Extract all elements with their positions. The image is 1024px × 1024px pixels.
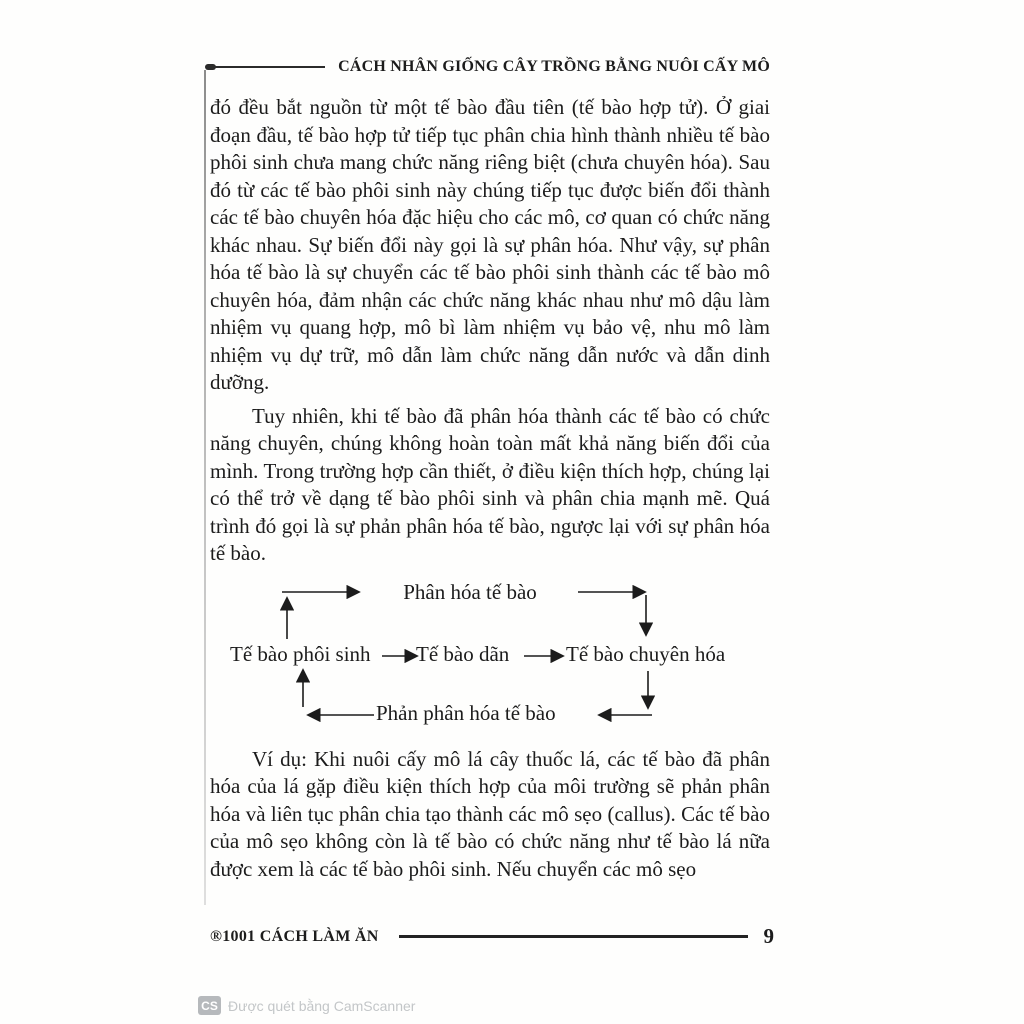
diagram-node-phan-phan-hoa-te-bao: Phản phân hóa tế bào — [376, 700, 556, 725]
camscanner-watermark-text: Được quét bằng CamScanner — [228, 997, 416, 1014]
header-rule — [210, 66, 325, 68]
camscanner-icon: CS — [198, 996, 221, 1015]
page-footer — [210, 924, 774, 949]
diagram-node-phan-hoa-te-bao: Phân hóa tế bào — [403, 579, 537, 604]
body-paragraph-1: đó đều bắt nguồn từ một tế bào đầu tiên (tế bào hợp tử). Ở giai đoạn đầu, tế bào hợp tử tiếp tục phân chia hình thành nhiều tế bào phôi sinh chưa mang chức năng riêng biệt (chưa chuyên hóa). Sau đó từ các tế bào phôi sinh này chúng tiếp tục được biến đổi thành các tế bào chuyên hóa đặc hiệu cho các mô, cơ quan có chức năng khác nhau. Sự biến đổi này gọi là sự phân hóa. Như vậy, sự phân hóa tế bào là sự chuyển các tế bào phôi sinh thành các tế bào mô chuyên hóa, đảm nhận các chức năng khác nhau như mô dậu làm nhiệm vụ quang hợp, mô bì làm nhiệm vụ bảo vệ, nhu mô làm nhiệm vụ dự trữ, mô dẫn làm chức năng dẫn nước và dẫn dinh dưỡng. — [210, 95, 770, 394]
body-paragraph-3: Ví dụ: Khi nuôi cấy mô lá cây thuốc lá, các tế bào đã phân hóa của lá gặp điều kiện thích hợp của môi trường sẽ phản phân hóa và liên tục phân chia tạo thành các mô sẹo (callus). Các tế bào của mô sẹo không còn là tế bào có chức năng như tế bào lá nữa được xem là các tế bào phôi sinh. Nếu chuyển các mô sẹo — [210, 746, 770, 881]
running-header-title: CÁCH NHÂN GIỐNG CÂY TRỒNG BẰNG NUÔI CẤY MÔ — [338, 58, 770, 75]
diagram-node-te-bao-chuyen-hoa: Tế bào chuyên hóa — [566, 641, 726, 666]
running-header — [210, 54, 770, 80]
diagram-node-te-bao-dan: Tế bào dãn — [416, 641, 510, 666]
body-paragraph-2: Tuy nhiên, khi tế bào đã phân hóa thành các tế bào có chức năng chuyên, chúng không hoàn toàn mất khả năng biến đổi của mình. Trong trường hợp cần thiết, ở điều kiện thích hợp, chúng lại có thể trở về dạng tế bào phôi sinh và phân chia mạnh mẽ. Quá trình đó gọi là sự phản phân hóa tế bào, ngược lại với sự phân hóa tế bào. — [210, 403, 770, 565]
diagram-node-te-bao-phoi-sinh: Tế bào phôi sinh — [230, 641, 371, 666]
cell-differentiation-cycle-diagram — [210, 579, 770, 741]
page-content-column — [210, 54, 770, 883]
footer-page-number: 9 — [763, 924, 774, 948]
camscanner-watermark — [198, 996, 415, 1015]
page-gutter-shadow — [204, 70, 206, 905]
footer-book-label: ®1001 CÁCH LÀM ĂN — [210, 927, 379, 945]
footer-rule — [399, 935, 748, 938]
